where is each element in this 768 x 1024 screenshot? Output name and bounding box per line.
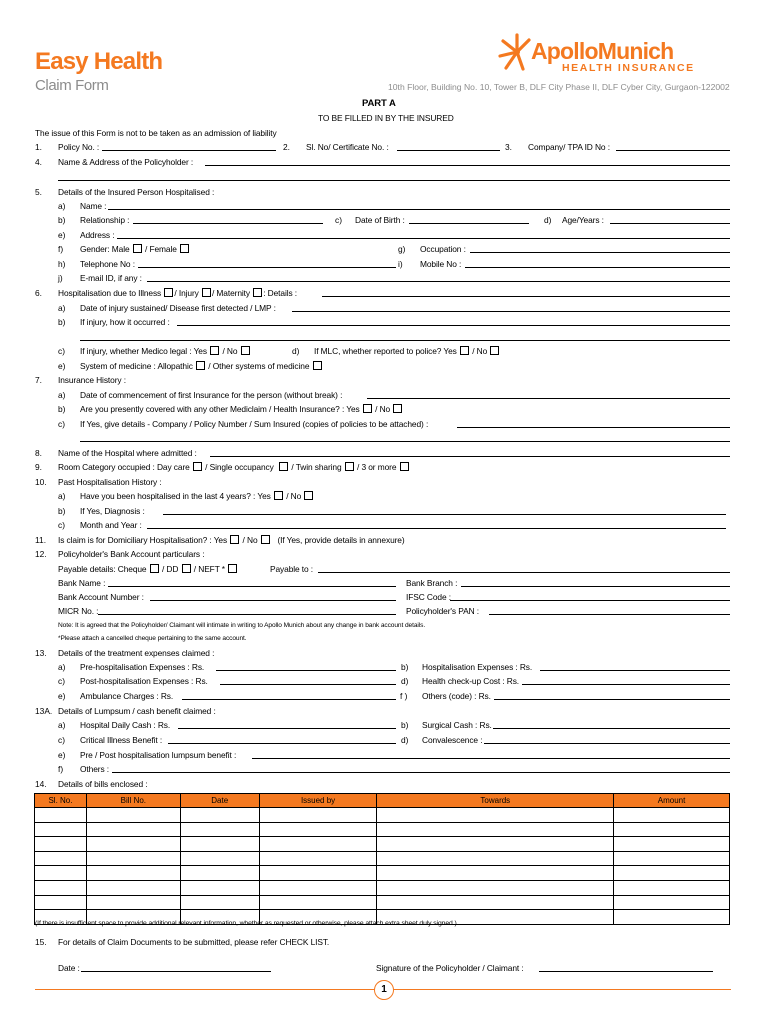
other-cover-label: Are you presently covered with any other Mediclaim / Health Insurance? : Yes / No (80, 404, 403, 414)
item-number: 13A. (35, 706, 53, 716)
sub-letter: e) (58, 691, 66, 701)
health-checkup-field[interactable] (522, 684, 730, 685)
medico-legal-no-checkbox[interactable] (241, 346, 250, 355)
item-number: 13. (35, 648, 47, 658)
pre-hosp-label: Pre-hospitalisation Expenses : Rs. (80, 662, 205, 672)
sub-letter: d) (401, 676, 409, 686)
prepost-lumpsum-field[interactable] (252, 758, 730, 759)
sub-letter: i) (398, 259, 403, 269)
table-cell[interactable] (377, 866, 614, 881)
mlc-yes-checkbox[interactable] (460, 346, 469, 355)
policyholder-name-address-field[interactable] (205, 165, 730, 166)
bills-title: Details of bills enclosed : (58, 779, 148, 789)
insurance-commencement-label: Date of commencement of first Insurance for the person (without break) : (80, 390, 343, 400)
policy-no-label: Policy No. : (58, 142, 100, 152)
daily-cash-label: Hospital Daily Cash : Rs. (80, 720, 171, 730)
item-number: 8. (35, 448, 42, 458)
item-number: 10. (35, 477, 47, 487)
mobile-label: Mobile No : (420, 259, 462, 269)
mobile-field[interactable] (465, 267, 730, 268)
relationship-label: Relationship : (80, 215, 130, 225)
other-cover-no-checkbox[interactable] (393, 404, 402, 413)
table-cell[interactable] (86, 895, 180, 910)
date-field[interactable] (81, 971, 271, 972)
hospitalisation-due-label: Hospitalisation due to Illness / Injury / Maternity : Details : (58, 288, 298, 298)
cheque-checkbox[interactable] (150, 564, 159, 573)
hosp-expenses-field[interactable] (540, 670, 730, 671)
item-number: 14. (35, 779, 47, 789)
item-number: 4. (35, 157, 42, 167)
table-row (35, 866, 730, 881)
illness-checkbox[interactable] (164, 288, 173, 297)
sub-letter: f) (58, 244, 64, 254)
sub-letter: c) (58, 346, 65, 356)
medico-legal-yes-checkbox[interactable] (210, 346, 219, 355)
sub-letter: d) (292, 346, 300, 356)
table-cell[interactable] (180, 880, 259, 895)
item-number: 11. (35, 535, 47, 545)
others-code-field[interactable] (494, 699, 730, 700)
convalescence-field[interactable] (484, 743, 730, 744)
table-cell[interactable] (377, 895, 614, 910)
maternity-checkbox[interactable] (253, 288, 262, 297)
signature-field[interactable] (539, 971, 713, 972)
other-medicine-checkbox[interactable] (313, 361, 322, 370)
company-logo-text: ApolloMunich (531, 38, 674, 64)
date-injury-label: Date of injury sustained/ Disease first detected / LMP : (80, 303, 276, 313)
table-cell[interactable] (614, 880, 730, 895)
email-field[interactable] (147, 281, 730, 282)
table-cell[interactable] (377, 822, 614, 837)
sub-letter: c) (58, 735, 65, 745)
sub-letter: e) (58, 750, 66, 760)
mlc-police-label: If MLC, whether reported to police? Yes / No (314, 346, 500, 356)
brand-title: Easy Health (35, 48, 163, 75)
sub-letter: c) (335, 215, 342, 225)
sub-letter: d) (401, 735, 409, 745)
policyholder-name-address-label: Name & Address of the Policyholder : (58, 157, 194, 167)
insured-address-label: Address : (80, 230, 115, 240)
sub-letter: a) (58, 491, 66, 501)
table-cell[interactable] (614, 822, 730, 837)
convalescence-label: Convalescence : (422, 735, 483, 745)
ambulance-field[interactable] (182, 699, 396, 700)
domiciliary-yes-checkbox[interactable] (230, 535, 239, 544)
table-cell[interactable] (377, 808, 614, 823)
injury-how-field[interactable] (177, 325, 730, 326)
bills-footnote: (If there is insufficient space to provide additional relevant information, whether as requested or otherwise, please attach extra sheet duly signed.) (35, 920, 457, 927)
tpa-id-field[interactable] (616, 150, 730, 151)
sub-letter: d) (544, 215, 552, 225)
critical-illness-field[interactable] (168, 743, 396, 744)
bills-table (34, 793, 730, 925)
table-cell[interactable] (614, 851, 730, 866)
past-hosp-yes-checkbox[interactable] (274, 491, 283, 500)
sub-letter: e) (58, 361, 66, 371)
lumpsum-title: Details of Lumpsum / cash benefit claimed : (58, 706, 216, 716)
room-category-label: Room Category occupied : Day care / Single occupancy / Twin sharing / 3 or more (58, 462, 410, 472)
three-or-more-checkbox[interactable] (400, 462, 409, 471)
table-cell[interactable] (180, 866, 259, 881)
item-number: 7. (35, 375, 42, 385)
form-subtitle: Claim Form (35, 77, 109, 94)
certificate-no-field[interactable] (397, 150, 500, 151)
bills-table-header (35, 794, 730, 808)
hospitalisation-details-field[interactable] (322, 296, 730, 297)
item-number: 2. (283, 142, 290, 152)
table-cell[interactable] (86, 866, 180, 881)
table-cell[interactable] (86, 880, 180, 895)
table-row (35, 808, 730, 823)
insured-address-field[interactable] (117, 238, 730, 239)
item-number: 3. (505, 142, 512, 152)
cheque-note: *Please attach a cancelled cheque pertaining to the same account. (58, 635, 247, 642)
bank-name-label: Bank Name : (58, 578, 106, 588)
occupation-field[interactable] (470, 252, 730, 253)
account-number-label: Bank Account Number : (58, 592, 144, 602)
post-hosp-field[interactable] (220, 684, 396, 685)
company-logo-subtext: HEALTH INSURANCE (562, 62, 695, 74)
table-cell[interactable] (259, 866, 377, 881)
item-number: 6. (35, 288, 42, 298)
insured-details-title: Details of the Insured Person Hospitalised : (58, 187, 215, 197)
ambulance-label: Ambulance Charges : Rs. (80, 691, 174, 701)
other-cover-details-field-2[interactable] (80, 441, 730, 442)
treatment-expenses-title: Details of the treatment expenses claimed : (58, 648, 215, 658)
mlc-no-checkbox[interactable] (490, 346, 499, 355)
bank-branch-label: Bank Branch : (406, 578, 458, 588)
sub-letter: b) (401, 720, 409, 730)
pan-field[interactable] (489, 614, 730, 615)
sub-letter: b) (58, 506, 66, 516)
other-cover-details-label: If Yes, give details - Company / Policy Number / Sum Insured (copies of policies to be attached) : (80, 419, 429, 429)
sub-letter: c) (58, 676, 65, 686)
table-row (35, 895, 730, 910)
table-cell[interactable] (35, 866, 87, 881)
sub-letter: a) (58, 201, 66, 211)
injury-checkbox[interactable] (202, 288, 211, 297)
diagnosis-field[interactable] (163, 514, 726, 515)
female-checkbox[interactable] (180, 244, 189, 253)
table-cell[interactable] (614, 866, 730, 881)
others-field[interactable] (112, 772, 730, 773)
tpa-id-label: Company/ TPA ID No : (528, 142, 610, 152)
table-row (35, 822, 730, 837)
occupation-label: Occupation : (420, 244, 466, 254)
hosp-expenses-label: Hospitalisation Expenses : Rs. (422, 662, 533, 672)
past-hosp-no-checkbox[interactable] (304, 491, 313, 500)
table-row (35, 880, 730, 895)
daily-cash-field[interactable] (178, 728, 396, 729)
certificate-no-label: Sl. No/ Certificate No. : (306, 142, 389, 152)
system-medicine-label: System of medicine : Allopathic / Other systems of medicine (80, 361, 323, 371)
sub-letter: a) (58, 303, 66, 313)
month-year-field[interactable] (147, 528, 726, 529)
bank-branch-field[interactable] (461, 586, 730, 587)
table-cell[interactable] (614, 895, 730, 910)
telephone-field[interactable] (138, 267, 396, 268)
table-row (35, 837, 730, 852)
table-cell[interactable] (377, 880, 614, 895)
past-hospitalised-label: Have you been hospitalised in the last 4 years? : Yes / No (80, 491, 314, 501)
domiciliary-label: Is claim is for Domiciliary Hospitalisation? : Yes / No (If Yes, provide details in annexure) (58, 535, 405, 545)
insured-name-field[interactable] (108, 209, 730, 210)
sub-letter: c) (58, 419, 65, 429)
date-injury-field[interactable] (292, 311, 730, 312)
table-cell[interactable] (259, 808, 377, 823)
item-number: 9. (35, 462, 42, 472)
table-cell[interactable] (35, 808, 87, 823)
micr-label: MICR No. : (58, 606, 99, 616)
pre-hosp-field[interactable] (216, 670, 396, 671)
sub-letter: b) (401, 662, 409, 672)
month-year-label: Month and Year : (80, 520, 142, 530)
prepost-lumpsum-label: Pre / Post hospitalisation lumpsum benefit : (80, 750, 237, 760)
domiciliary-no-checkbox[interactable] (261, 535, 270, 544)
page-number: 1 (374, 980, 394, 1000)
sub-letter: j) (58, 273, 63, 283)
policyholder-address-field-2[interactable] (58, 180, 730, 181)
table-cell[interactable] (259, 851, 377, 866)
surgical-cash-label: Surgical Cash : Rs. (422, 720, 492, 730)
bank-particulars-title: Policyholder's Bank Account particulars : (58, 549, 205, 559)
payable-to-label: Payable to : (270, 564, 314, 574)
col-date: Date (180, 794, 259, 808)
bank-note: Note: It is agreed that the Policyholder/ Claimant will intimate in writing to Apollo Munich about any change in bank account details. (58, 622, 426, 629)
table-cell[interactable] (180, 837, 259, 852)
table-cell[interactable] (180, 808, 259, 823)
medico-legal-label: If injury, whether Medico legal : Yes / No (80, 346, 251, 356)
table-cell[interactable] (35, 880, 87, 895)
insurance-commencement-field[interactable] (367, 398, 730, 399)
table-cell[interactable] (86, 851, 180, 866)
company-address: 10th Floor, Building No. 10, Tower B, DLF City Phase II, DLF Cyber City, Gurgaon-122002 (388, 82, 730, 92)
sub-letter: a) (58, 390, 66, 400)
signature-label: Signature of the Policyholder / Claimant : (376, 963, 524, 973)
table-cell[interactable] (180, 822, 259, 837)
surgical-cash-field[interactable] (493, 728, 730, 729)
email-label: E-mail ID, if any : (80, 273, 142, 283)
sub-letter: a) (58, 720, 66, 730)
telephone-label: Telephone No : (80, 259, 135, 269)
twin-sharing-checkbox[interactable] (345, 462, 354, 471)
sub-letter: f) (58, 764, 64, 774)
other-cover-details-field[interactable] (457, 427, 730, 428)
single-occupancy-checkbox[interactable] (279, 462, 288, 471)
other-cover-yes-checkbox[interactable] (363, 404, 372, 413)
table-cell[interactable] (35, 822, 87, 837)
sub-letter: e) (58, 230, 66, 240)
relationship-field[interactable] (133, 223, 323, 224)
health-checkup-label: Health check-up Cost : Rs. (422, 676, 520, 686)
payable-details-label: Payable details: Cheque / DD / NEFT * (58, 564, 238, 574)
sub-letter: c) (58, 520, 65, 530)
payable-to-field[interactable] (318, 572, 730, 573)
item-number: 5. (35, 187, 42, 197)
post-hosp-label: Post-hospitalisation Expenses : Rs. (80, 676, 208, 686)
insured-name-label: Name : (80, 201, 107, 211)
part-subtitle: TO BE FILLED IN BY THE INSURED (318, 113, 454, 123)
col-sl-no: Sl. No. (35, 794, 87, 808)
table-cell[interactable] (180, 851, 259, 866)
ifsc-field[interactable] (450, 600, 730, 601)
injury-how-field-2[interactable] (80, 340, 730, 341)
table-cell[interactable] (259, 880, 377, 895)
policy-no-field[interactable] (102, 150, 276, 151)
insurance-history-title: Insurance History : (58, 375, 126, 385)
table-cell[interactable] (614, 808, 730, 823)
col-towards: Towards (377, 794, 614, 808)
sub-letter: f ) (400, 691, 408, 701)
disclaimer-text: The issue of this Form is not to be taken as an admission of liability (35, 128, 277, 138)
critical-illness-label: Critical Illness Benefit : (80, 735, 163, 745)
ifsc-label: IFSC Code : (406, 592, 451, 602)
bank-name-field[interactable] (108, 586, 396, 587)
table-cell[interactable] (35, 851, 87, 866)
dd-checkbox[interactable] (182, 564, 191, 573)
date-label: Date : (58, 963, 80, 973)
past-hospitalisation-title: Past Hospitalisation History : (58, 477, 162, 487)
others-code-label: Others (code) : Rs. (422, 691, 491, 701)
table-cell[interactable] (180, 895, 259, 910)
table-row (35, 851, 730, 866)
male-checkbox[interactable] (133, 244, 142, 253)
age-label: Age/Years : (562, 215, 604, 225)
diagnosis-label: If Yes, Diagnosis : (80, 506, 145, 516)
gender-label: Gender: Male / Female (80, 244, 190, 254)
table-cell[interactable] (614, 910, 730, 925)
item-number: 12. (35, 549, 47, 559)
col-amount: Amount (614, 794, 730, 808)
table-cell[interactable] (614, 837, 730, 852)
micr-field[interactable] (98, 614, 396, 615)
table-cell[interactable] (35, 837, 87, 852)
table-cell[interactable] (86, 808, 180, 823)
table-cell[interactable] (86, 822, 180, 837)
sub-letter: h) (58, 259, 66, 269)
item-number: 15. (35, 937, 47, 947)
hospital-name-label: Name of the Hospital where admitted : (58, 448, 197, 458)
allopathic-checkbox[interactable] (196, 361, 205, 370)
hospital-name-field[interactable] (210, 456, 730, 457)
dob-label: Date of Birth : (355, 215, 405, 225)
table-cell[interactable] (259, 895, 377, 910)
injury-how-label: If injury, how it occurred : (80, 317, 170, 327)
col-bill-no: Bill No. (86, 794, 180, 808)
day-care-checkbox[interactable] (193, 462, 202, 471)
table-cell[interactable] (259, 822, 377, 837)
sub-letter: b) (58, 317, 66, 327)
others-label: Others : (80, 764, 109, 774)
age-field[interactable] (610, 223, 730, 224)
table-cell[interactable] (35, 895, 87, 910)
item-number: 1. (35, 142, 42, 152)
sub-letter: g) (398, 244, 406, 254)
sub-letter: b) (58, 215, 66, 225)
table-cell[interactable] (377, 837, 614, 852)
sub-letter: b) (58, 404, 66, 414)
table-cell[interactable] (377, 851, 614, 866)
account-number-field[interactable] (150, 600, 396, 601)
neft-checkbox[interactable] (228, 564, 237, 573)
sub-letter: a) (58, 662, 66, 672)
dob-field[interactable] (409, 223, 529, 224)
col-issued-by: Issued by (259, 794, 377, 808)
part-title: PART A (362, 98, 396, 109)
pan-label: Policyholder's PAN : (406, 606, 479, 616)
checklist-note: For details of Claim Documents to be submitted, please refer CHECK LIST. (58, 937, 330, 947)
table-cell[interactable] (259, 837, 377, 852)
table-cell[interactable] (86, 837, 180, 852)
